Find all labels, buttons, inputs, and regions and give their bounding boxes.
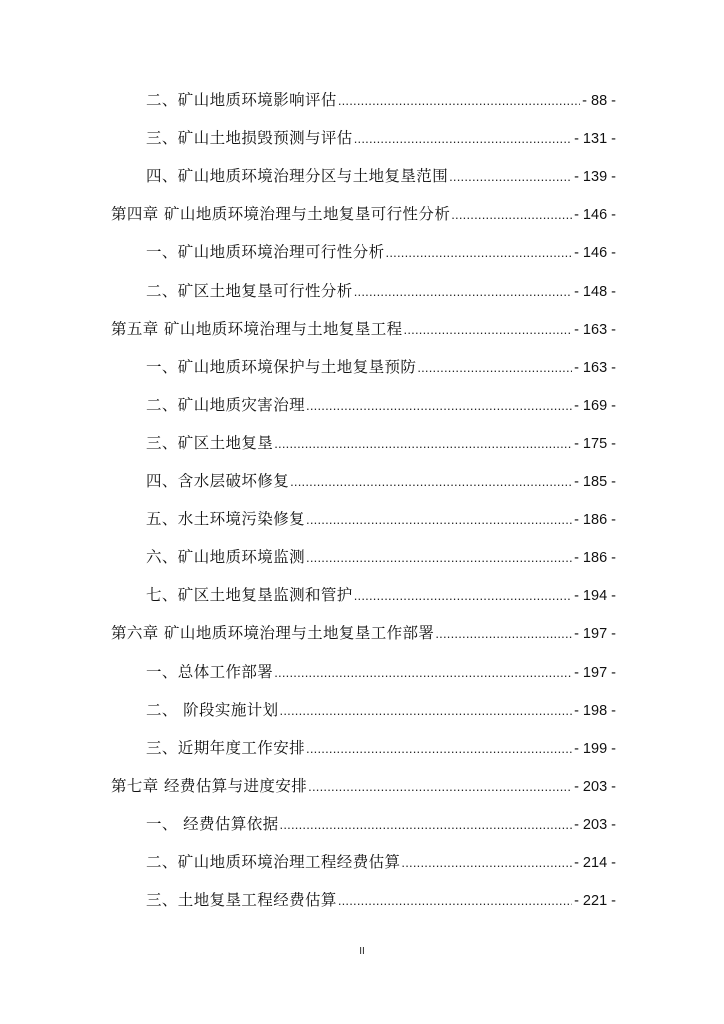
toc-chapter-entry[interactable] — [111, 317, 616, 341]
toc-dot-leader — [280, 699, 573, 723]
toc-entry-page-number: - 185 - — [574, 474, 616, 490]
toc-dot-leader — [290, 470, 572, 494]
toc-dot-leader — [306, 546, 572, 570]
toc-entry-title: 二、矿区土地复垦可行性分析 — [146, 281, 353, 300]
toc-entry-title: 三、近期年度工作安排 — [146, 738, 306, 757]
toc-dot-leader — [404, 318, 573, 342]
toc-entry-title: 二、矿山地质环境影响评估 — [146, 91, 337, 109]
toc-entry-title: 第七章 经费估算与进度安排 — [111, 776, 308, 795]
toc-dot-leader — [306, 508, 572, 532]
toc-dot-leader — [401, 851, 572, 875]
toc-entry-title: 一、总体工作部署 — [146, 662, 274, 681]
toc-entry-title: 二、矿山地质灾害治理 — [146, 395, 306, 414]
toc-entry-page-number: - 203 - — [574, 778, 616, 795]
toc-section-entry[interactable] — [146, 736, 616, 760]
toc-entry-title: 第五章 矿山地质环境治理与土地复垦工程 — [111, 319, 403, 338]
toc-entry-page-number: - 186 - — [574, 512, 616, 529]
toc-section-entry[interactable] — [146, 279, 616, 303]
toc-dot-leader — [280, 813, 573, 837]
toc-entry-title: 三、矿山土地损毁预测与评估 — [146, 129, 353, 148]
toc-dot-leader — [417, 356, 572, 380]
toc-section-entry[interactable] — [146, 88, 616, 112]
toc-entry-title: 三、矿区土地复垦 — [146, 433, 274, 452]
toc-dot-leader — [338, 89, 580, 113]
toc-entry-title: 六、矿山地质环境监测 — [146, 548, 306, 567]
toc-entry-title: 一、 经费估算依据 — [146, 814, 279, 833]
toc-entry-page-number: - 197 - — [574, 626, 616, 643]
toc-section-entry[interactable] — [146, 888, 616, 912]
toc-entry-page-number: - 146 - — [574, 207, 616, 224]
toc-dot-leader — [306, 394, 572, 418]
toc-entry-title: 第四章 矿山地质环境治理与土地复垦可行性分析 — [111, 205, 451, 224]
toc-entry-page-number: - 131 - — [574, 131, 616, 148]
toc-chapter-entry[interactable] — [111, 621, 616, 645]
toc-entry-page-number: - 163 - — [574, 321, 616, 338]
toc-section-entry[interactable] — [146, 660, 616, 684]
toc-entry-page-number: - 221 - — [574, 893, 616, 910]
toc-entry-page-number: - 197 - — [574, 664, 616, 681]
toc-chapter-entry[interactable] — [111, 202, 616, 226]
toc-section-entry[interactable] — [146, 583, 616, 607]
toc-entry-title: 一、矿山地质环境保护与土地复垦预防 — [146, 357, 417, 376]
toc-section-entry[interactable] — [146, 355, 616, 379]
toc-section-entry[interactable] — [146, 850, 616, 874]
footer-page-number: II — [359, 946, 365, 957]
toc-entry-title: 一、矿山地质环境治理可行性分析 — [146, 243, 385, 262]
toc-entry-page-number: - 194 - — [574, 588, 616, 605]
toc-entry-title: 四、矿山地质环境治理分区与土地复垦范围 — [146, 167, 449, 186]
toc-dot-leader — [274, 432, 572, 456]
toc-dot-leader — [274, 661, 572, 685]
toc-entry-page-number: - 139 - — [574, 169, 616, 186]
toc-dot-leader — [435, 622, 572, 646]
toc-section-entry[interactable] — [146, 507, 616, 531]
toc-section-entry[interactable] — [146, 126, 616, 150]
toc-entry-page-number: - 198 - — [574, 702, 616, 719]
toc-entry-page-number: - 146 - — [574, 245, 616, 262]
toc-entry-title: 七、矿区土地复垦监测和管护 — [146, 586, 353, 605]
toc-entry-title: 二、矿山地质环境治理工程经费估算 — [146, 853, 401, 871]
toc-entry-page-number: - 175 - — [574, 435, 616, 452]
toc-section-entry[interactable] — [146, 545, 616, 569]
toc-section-entry[interactable] — [146, 431, 616, 455]
toc-section-entry[interactable] — [146, 812, 616, 836]
toc-dot-leader — [386, 241, 573, 265]
toc-chapter-entry[interactable] — [111, 774, 616, 798]
toc-section-entry[interactable] — [146, 698, 616, 722]
toc-entry-page-number: - 163 - — [574, 359, 616, 376]
toc-dot-leader — [338, 889, 572, 913]
toc-dot-leader — [308, 775, 572, 799]
toc-entry-page-number: - 169 - — [574, 397, 616, 414]
toc-entry-page-number: - 199 - — [574, 740, 616, 757]
toc-section-entry[interactable] — [146, 240, 616, 264]
toc-entry-title: 二、 阶段实施计划 — [146, 700, 279, 719]
toc-entry-title: 四、含水层破坏修复 — [146, 472, 290, 490]
toc-section-entry[interactable] — [146, 164, 616, 188]
toc-entry-page-number: - 88 - — [582, 93, 616, 109]
toc-entry-page-number: - 203 - — [574, 816, 616, 833]
toc-dot-leader — [449, 165, 572, 189]
toc-entry-page-number: - 214 - — [574, 855, 616, 871]
toc-entry-page-number: - 186 - — [574, 550, 616, 567]
toc-section-entry[interactable] — [146, 469, 616, 493]
toc-dot-leader — [354, 280, 572, 304]
toc-dot-leader — [354, 127, 572, 151]
toc-dot-leader — [451, 203, 572, 227]
toc-entry-page-number: - 148 - — [574, 283, 616, 300]
toc-dot-leader — [306, 737, 572, 761]
toc-section-entry[interactable] — [146, 393, 616, 417]
toc-entry-title: 五、水土环境污染修复 — [146, 510, 306, 529]
toc-dot-leader — [354, 584, 572, 608]
toc-entry-title: 三、土地复垦工程经费估算 — [146, 891, 337, 910]
toc-entry-title: 第六章 矿山地质环境治理与土地复垦工作部署 — [111, 624, 435, 643]
